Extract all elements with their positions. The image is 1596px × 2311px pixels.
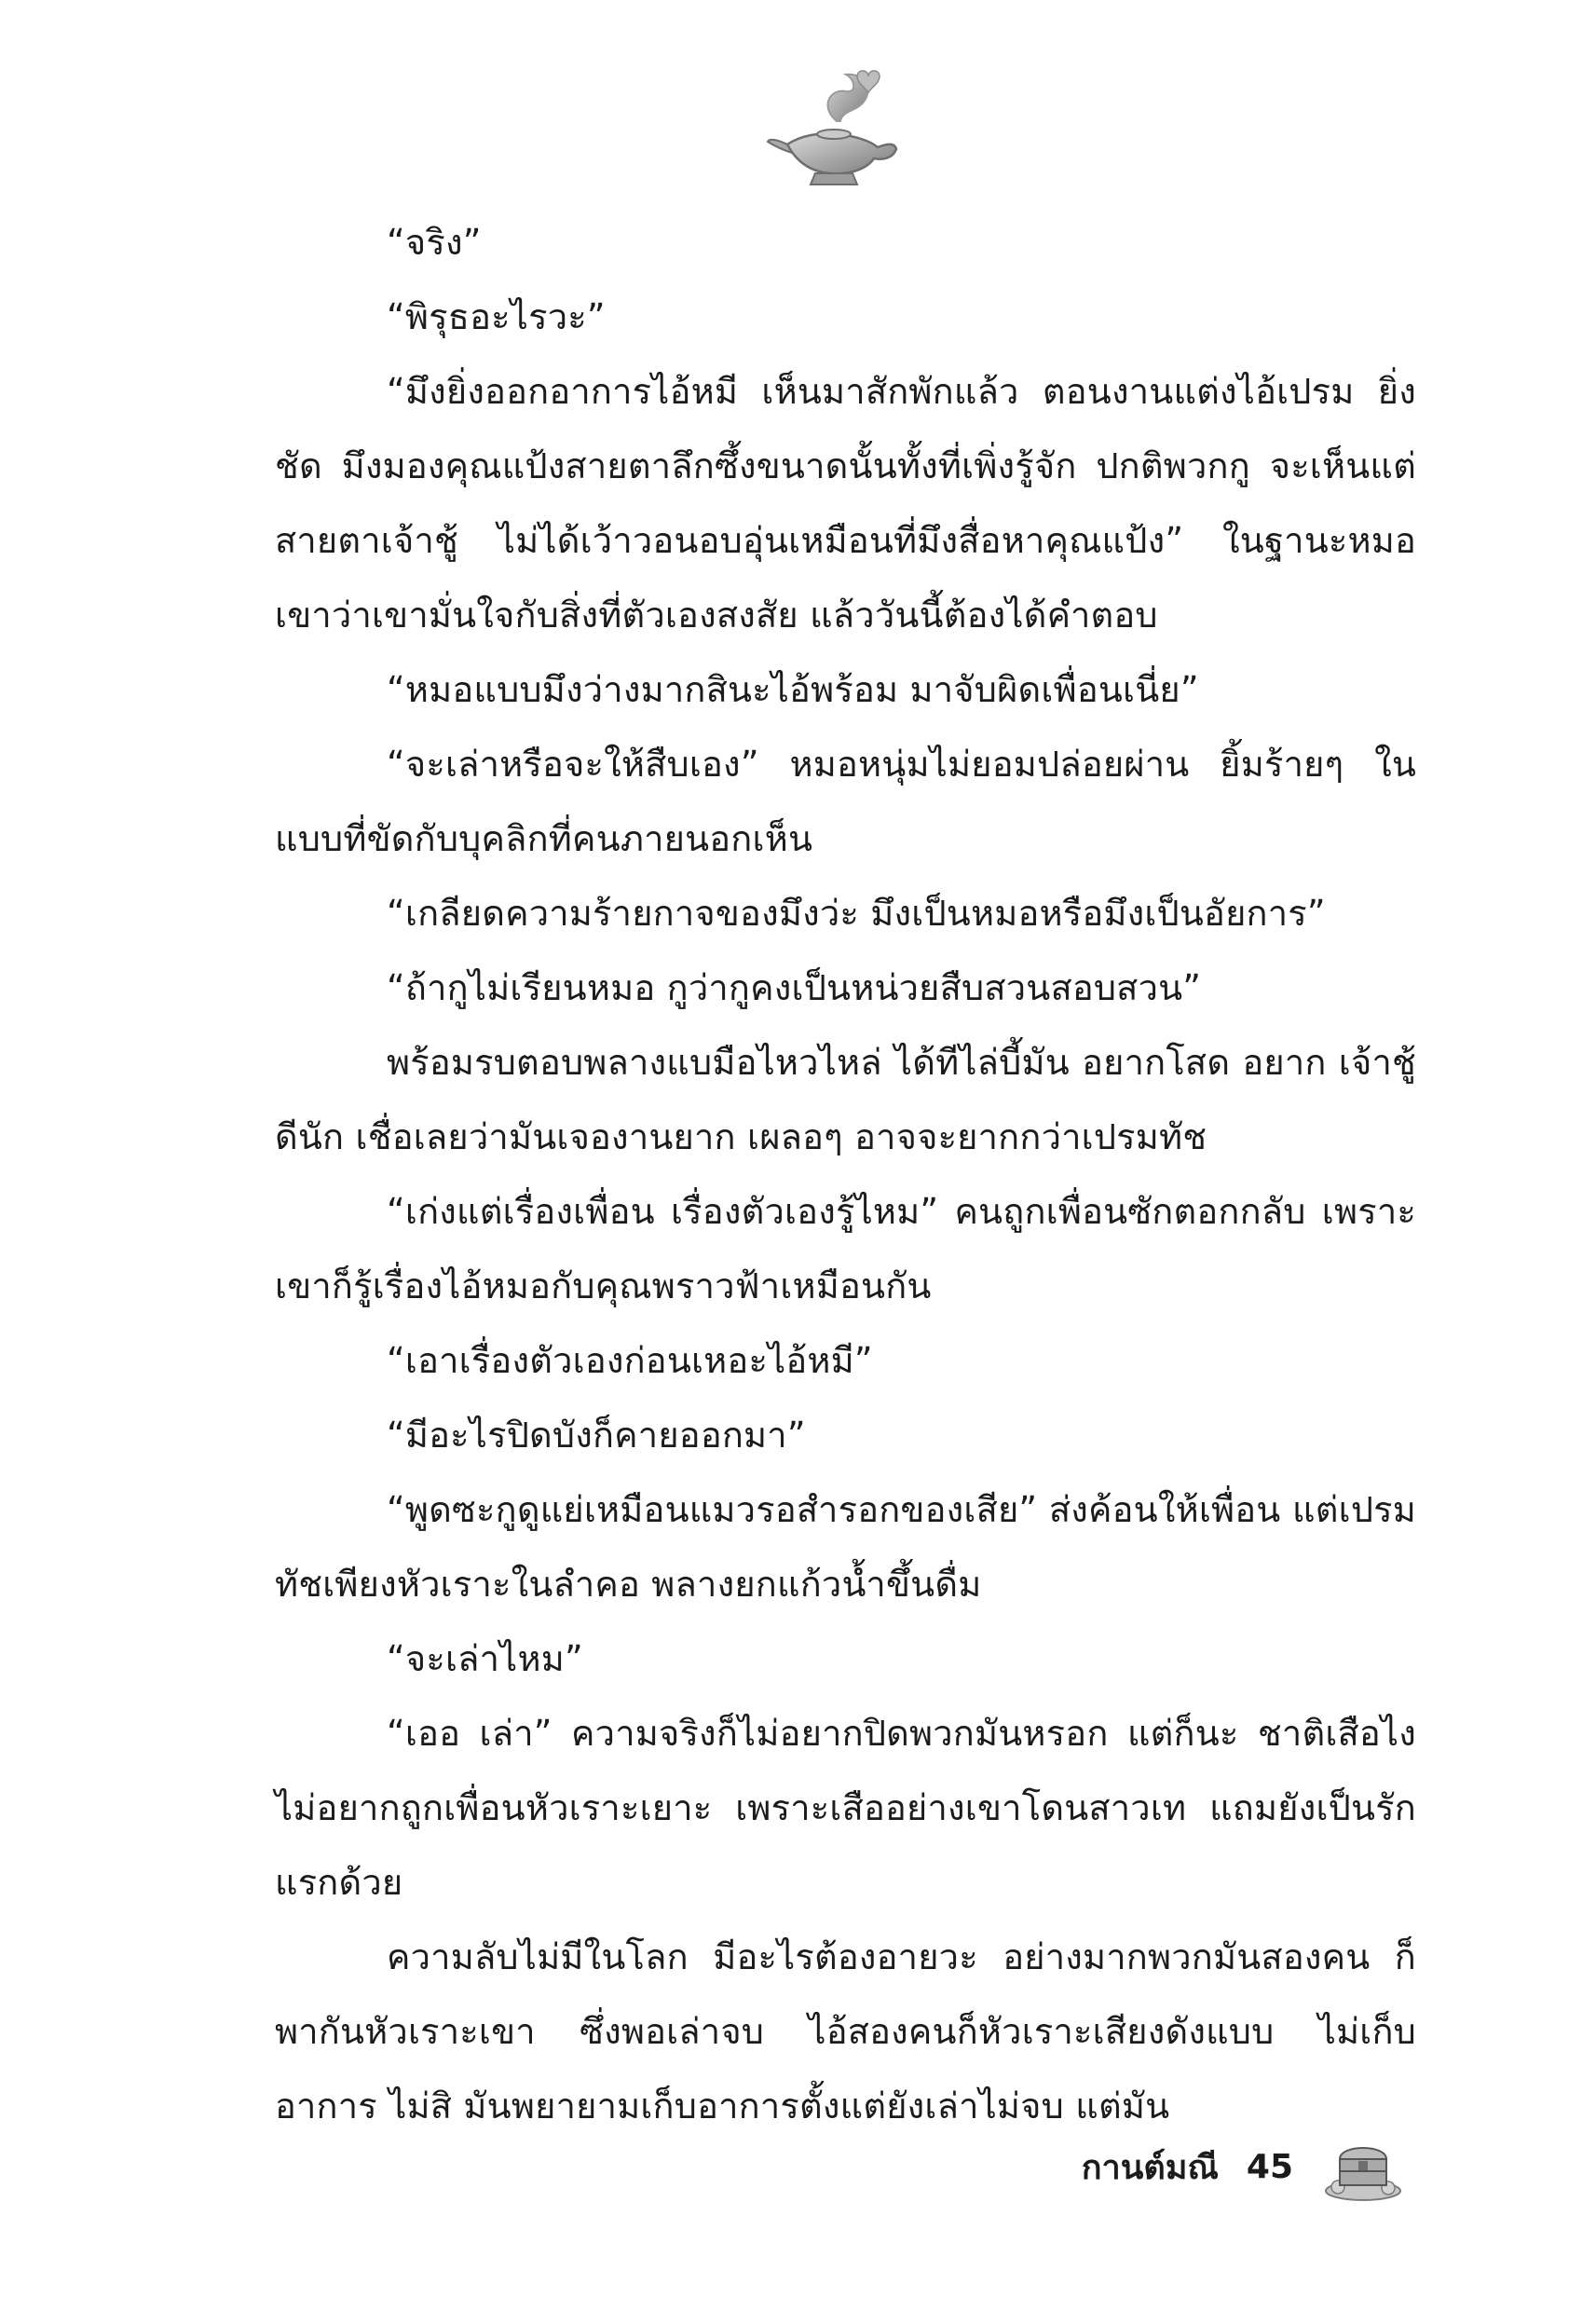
paragraph: ความลับไม่มีในโลก มีอะไรต้องอายวะ อย่างมากพวกมันสองคน ก็พากันหัวเราะเขา ซึ่งพอเล่าจบ ไอ้สองคนก็หัวเราะเสียงดังแบบ ไม่เก็บอาการ ไม่สิ มันพยายามเก็บอาการตั้งแต่ยังเล่าไม่จบ แต่มัน xyxy=(275,1936,1416,2126)
paragraph: พร้อมรบตอบพลางแบมือไหวไหล่ ได้ทีไล่บี้มัน อยากโสด อยาก เจ้าชู้ดีนัก เชื่อเลยว่ามันเจองานยาก เผลอๆ อาจจะยากกว่าเปรมทัช xyxy=(275,1042,1416,1157)
paragraph: “ถ้ากูไม่เรียนหมอ กูว่ากูคงเป็นหน่วยสืบสวนสอบสวน” xyxy=(387,967,1202,1008)
paragraph: “เก่งแต่เรื่องเพื่อน เรื่องตัวเองรู้ไหม” คนถูกเพื่อนซักตอกกลับ เพราะเขาก็รู้เรื่องไอ้หมอกับคุณพราวฟ้าเหมือนกัน xyxy=(275,1191,1416,1306)
paragraph: “จะเล่าไหม” xyxy=(387,1638,583,1679)
paragraph: “หมอแบบมึงว่างมากสินะไอ้พร้อม มาจับผิดเพื่อนเนี่ย” xyxy=(387,669,1199,710)
page-footer xyxy=(1082,2129,1405,2204)
book-title: กานต์มณี xyxy=(1081,2148,1219,2187)
genie-lamp-icon xyxy=(764,56,904,196)
paragraph: “เอาเรื่องตัวเองก่อนเหอะไอ้หมี” xyxy=(387,1340,873,1381)
paragraph: “มีอะไรปิดบังก็คายออกมา” xyxy=(387,1415,806,1456)
paragraph: “เออ เล่า” ความจริงก็ไม่อยากปิดพวกมันหรอก แต่ก็นะ ชาติเสือไง ไม่อยากถูกเพื่อนหัวเราะเยาะ เพราะเสืออย่างเขาโดนสาวเท แถมยังเป็นรักแรกด้วย xyxy=(275,1713,1416,1903)
paragraph: “มึงยิ่งออกอาการไอ้หมี เห็นมาสักพักแล้ว ตอนงานแต่งไอ้เปรม ยิ่งชัด มึงมองคุณแป้งสายตาลึกซึ้งขนาดนั้นทั้งที่เพิ่งรู้จัก ปกติพวกกู จะเห็นแต่สายตาเจ้าชู้ ไม่ได้เว้าวอนอบอุ่นเหมือนที่มึงสื่อหาคุณแป้ง” ในฐานะหมอ เขาว่าเขามั่นใจกับสิ่งที่ตัวเองสงสัย แล้ววันนี้ต้องได้คำตอบ xyxy=(275,371,1416,636)
paragraph: “จะเล่าหรือจะให้สืบเอง” หมอหนุ่มไม่ยอมปล่อยผ่าน ยิ้มร้ายๆ ในแบบที่ขัดกับบุคลิกที่คนภายนอกเห็น xyxy=(275,744,1416,859)
treasure-chest-icon xyxy=(1321,2129,1405,2204)
paragraph: “จริง” xyxy=(387,222,482,263)
page-number: 45 xyxy=(1246,2147,1293,2186)
paragraph: “เกลียดความร้ายกาจของมึงว่ะ มึงเป็นหมอหรือมึงเป็นอัยการ” xyxy=(387,893,1326,934)
paragraph: “พิรุธอะไรวะ” xyxy=(387,296,606,337)
body-text xyxy=(275,205,1416,2143)
paragraph: “พูดซะกูดูแย่เหมือนแมวรอสำรอกของเสีย” ส่งค้อนให้เพื่อน แต่เปรมทัชเพียงหัวเราะในลำคอ พลางยกแก้วน้ำขึ้นดื่ม xyxy=(275,1489,1416,1605)
